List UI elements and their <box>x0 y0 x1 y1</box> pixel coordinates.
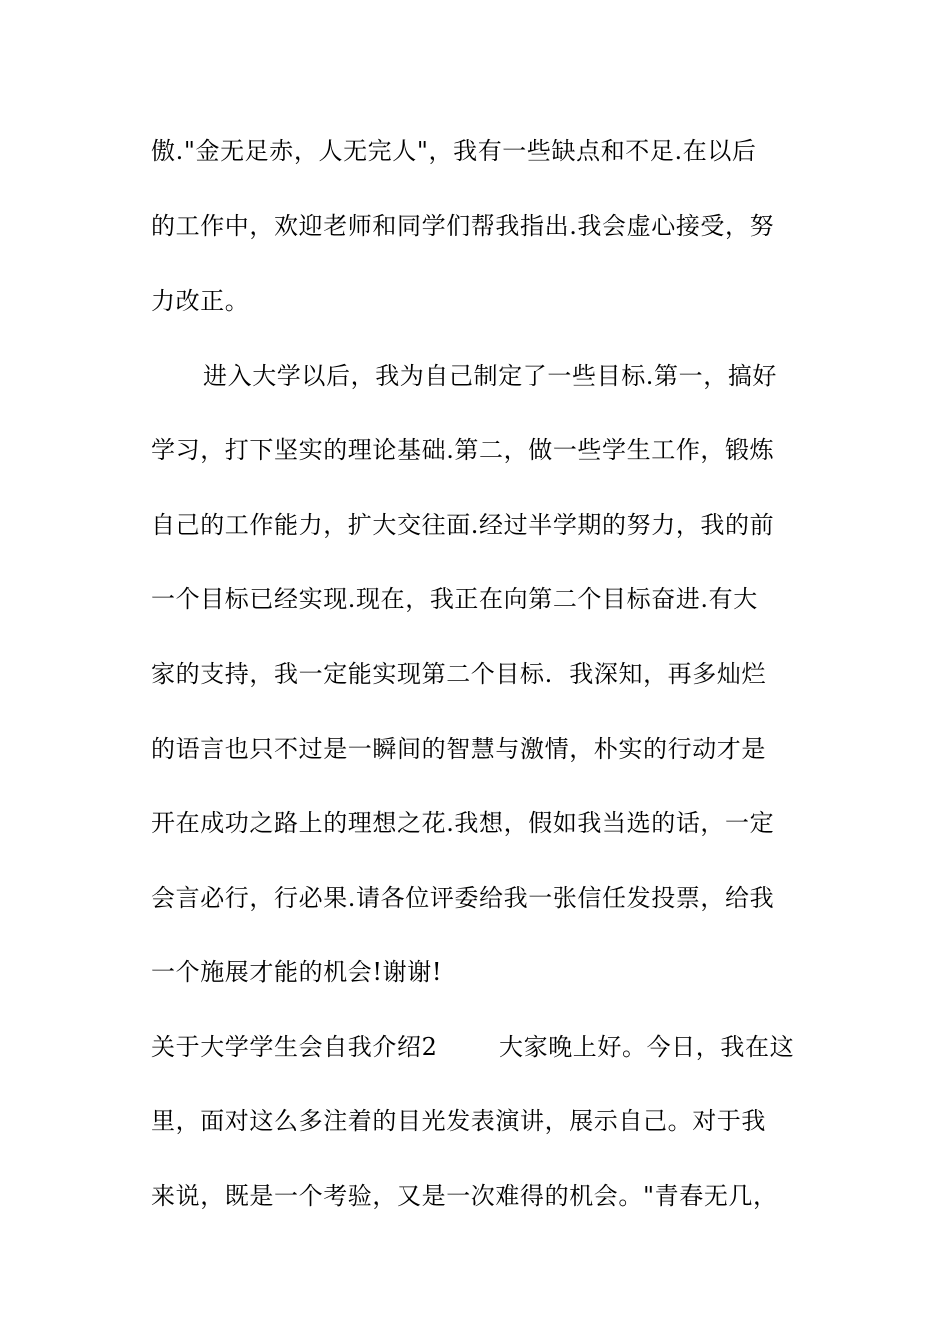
text-line: 进入大学以后，我为自己制定了一些目标.第一，搞好 <box>203 362 778 390</box>
text-line: 的工作中，欢迎老师和同学们帮我指出.我会虚心接受，努 <box>151 212 775 240</box>
text-line: 自己的工作能力，扩大交往面.经过半学期的努力，我的前 <box>151 511 775 539</box>
text-line: 来说，既是一个考验，又是一次难得的机会。"青春无几， <box>151 1182 778 1210</box>
text-line: 大家晚上好。今日，我在这 <box>499 1033 795 1061</box>
text-line: 家的支持，我一定能实现第二个目标. 我深知，再多灿烂 <box>151 660 767 688</box>
text-line: 里，面对这么多注着的目光发表演讲，展示自己。对于我 <box>151 1107 766 1135</box>
text-line: 的语言也只不过是一瞬间的智慧与激情，朴实的行动才是 <box>151 735 766 763</box>
text-line: 学习，打下坚实的理论基础.第二，做一些学生工作，锻炼 <box>151 436 775 464</box>
text-line: 一个施展才能的机会!谢谢! <box>151 958 443 986</box>
section-heading: 关于大学学生会自我介绍2 <box>151 1033 438 1061</box>
text-line: 一个目标已经实现.现在，我正在向第二个目标奋进.有大 <box>151 585 758 613</box>
text-line: 傲."金无足赤，人无完人"，我有一些缺点和不足.在以后 <box>151 137 757 165</box>
text-line: 开在成功之路上的理想之花.我想，假如我当选的话，一定 <box>151 809 775 837</box>
text-line: 力改正。 <box>151 287 250 315</box>
text-line: 会言必行，行必果.请各位评委给我一张信任发投票，给我 <box>151 884 775 912</box>
